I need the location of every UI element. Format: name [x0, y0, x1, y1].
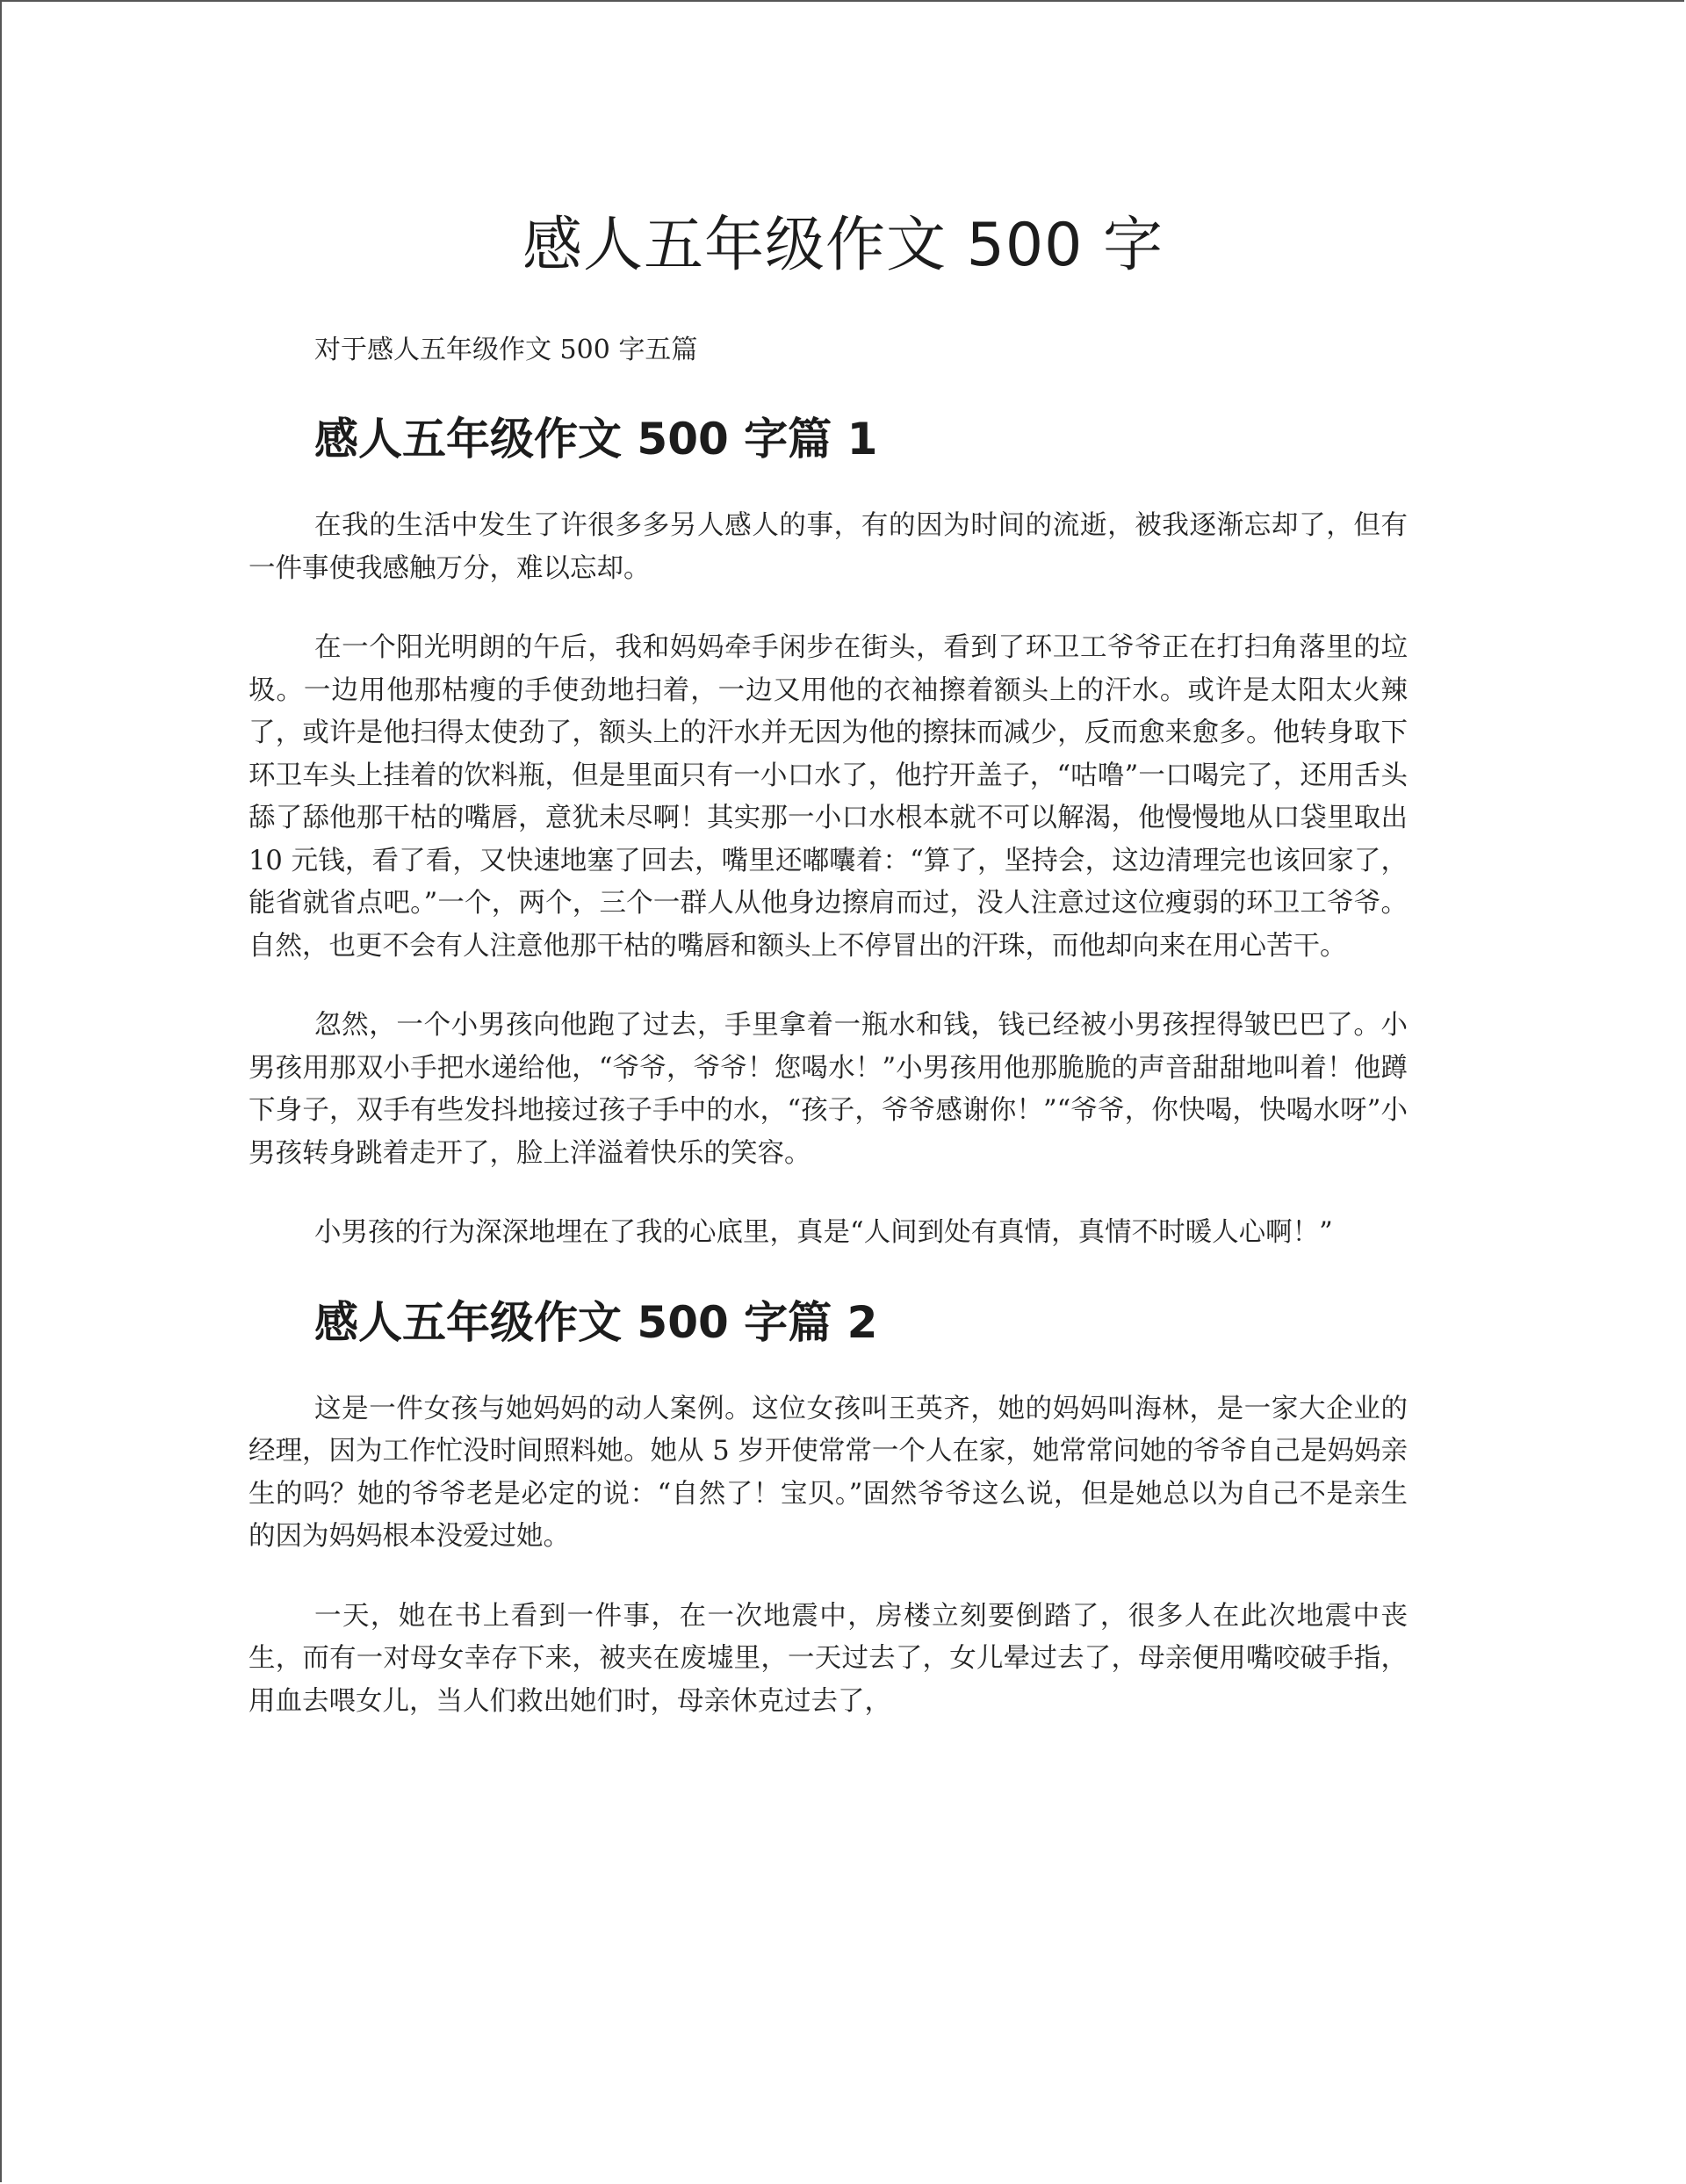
paragraph: 在我的生活中发生了许很多多另人感人的事，有的因为时间的流逝，被我逐渐忘却了，但有一件事使我感触万分，难以忘却。: [249, 510, 1408, 584]
paragraph: 这是一件女孩与她妈妈的动人案例。这位女孩叫王英齐，她的妈妈叫海林，是一家大企业的经理，因为工作忙没时间照料她。她从 5 岁开使常常一个人在家，她常常问她的爷爷自己是妈妈亲生的吗？她的爷爷老是必定的说：“自然了！宝贝。”固然爷爷这么说，但是她总以为自己不是亲生的因为妈妈根本没爱过她。: [249, 1393, 1408, 1552]
section-heading: 感人五年级作文 500 字篇 2: [314, 1296, 878, 1348]
document-body: [249, 329, 1408, 1723]
paragraph: 一天，她在书上看到一件事，在一次地震中，房楼立刻要倒踏了，很多人在此次地震中丧生，而有一对母女幸存下来，被夹在废墟里，一天过去了，女儿晕过去了，母亲便用嘴咬破手指，用血去喂女儿，当人们救出她们时，母亲休克过去了，: [249, 1600, 1408, 1717]
paragraph: 在一个阳光明朗的午后，我和妈妈牵手闲步在街头，看到了环卫工爷爷正在打扫角落里的垃圾。一边用他那枯瘦的手使劲地扫着，一边又用他的衣袖擦着额头上的汗水。或许是太阳太火辣了，或许是他扫得太使劲了，额头上的汗水并无因为他的擦抹而减少，反而愈来愈多。他转身取下环卫车头上挂着的饮料瓶，但是里面只有一小口水了，他拧开盖子，“咕噜”一口喝完了，还用舌头舔了舔他那干枯的嘴唇，意犹未尽啊！其实那一小口水根本就不可以解渴，他慢慢地从口袋里取出 10 元钱，看了看，又快速地塞了回去，嘴里还嘟囔着：“算了，坚持会，这边清理完也该回家了，能省就省点吧。”一个，两个，三个一群人从他身边擦肩而过，没人注意过这位瘦弱的环卫工爷爷。自然，也更不会有人注意他那干枯的嘴唇和额头上不停冒出的汗珠，而他却向来在用心苦干。: [249, 632, 1408, 962]
document-subtitle: 对于感人五年级作文 500 字五篇: [314, 335, 698, 365]
section-heading: 感人五年级作文 500 字篇 1: [314, 414, 878, 465]
paragraph: 小男孩的行为深深地埋在了我的心底里，真是“人间到处有真情，真情不时暖人心啊！”: [314, 1217, 1333, 1248]
paragraph: 忽然，一个小男孩向他跑了过去，手里拿着一瓶水和钱，钱已经被小男孩捏得皱巴巴了。小男孩用那双小手把水递给他，“爷爷，爷爷！您喝水！”小男孩用他那脆脆的声音甜甜地叫着！他蹲下身子，双手有些发抖地接过孩子手中的水，“孩子，爷爷感谢你！”“爷爷，你快喝，快喝水呀”小男孩转身跳着走开了，脸上洋溢着快乐的笑容。: [249, 1010, 1408, 1169]
document-title: 感人五年级作文 500 字: [522, 211, 1164, 280]
